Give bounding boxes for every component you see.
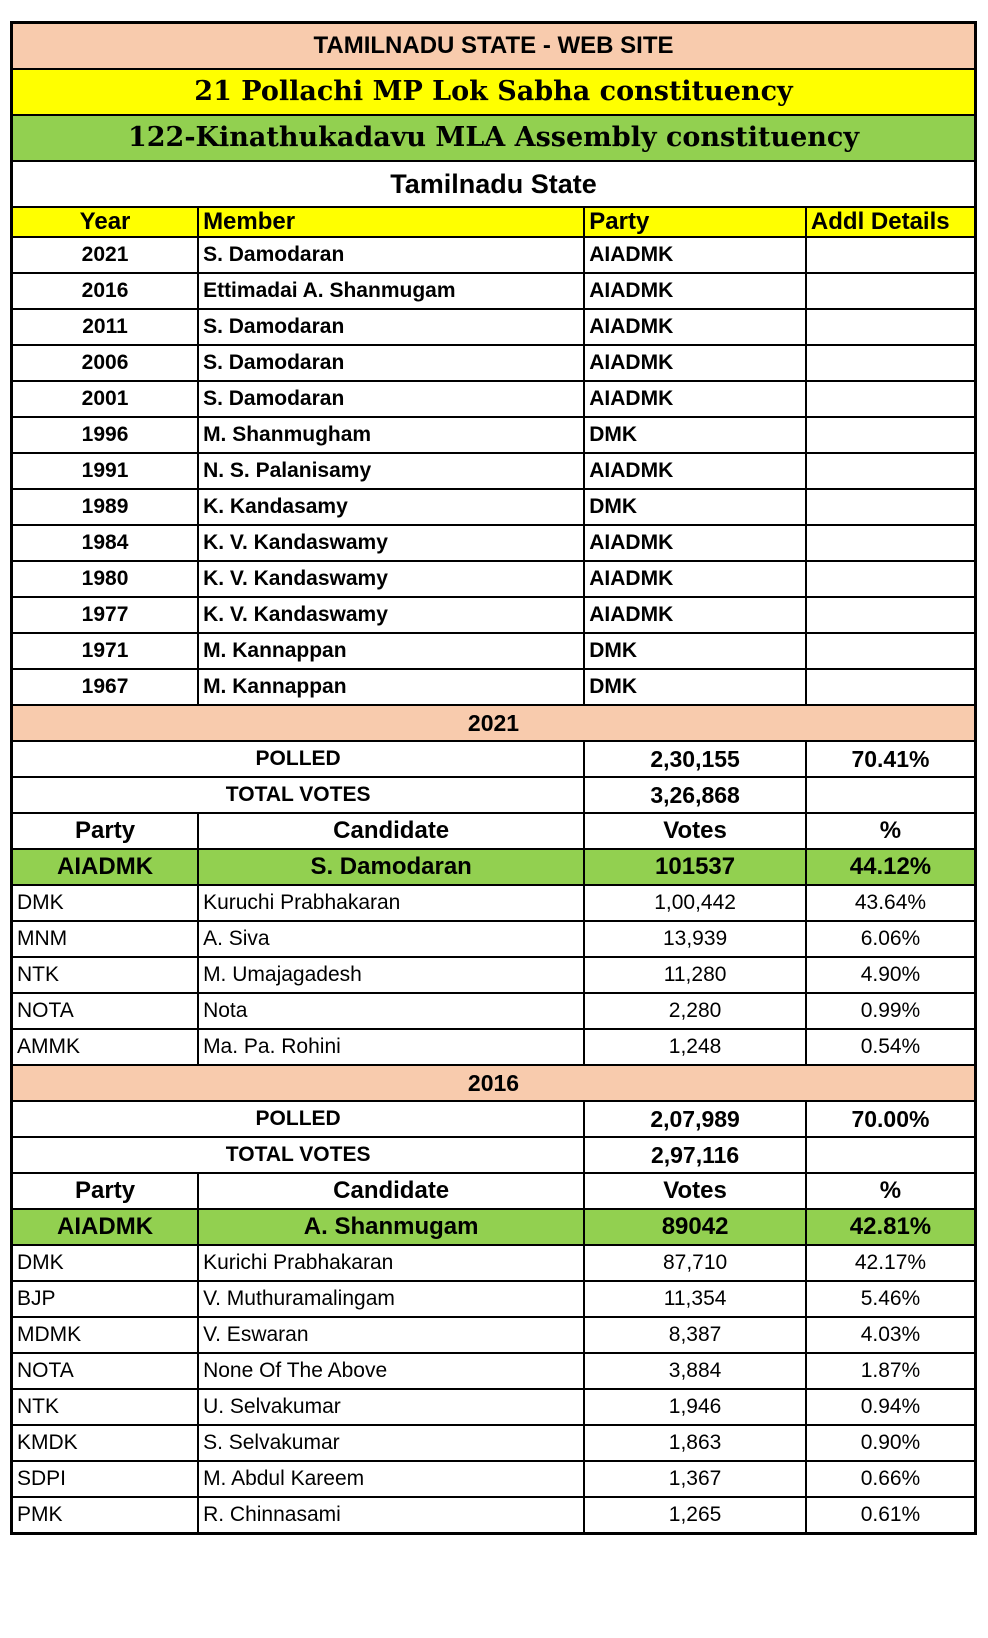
winner-row: [12, 849, 976, 885]
mla-year: 2001: [12, 381, 199, 417]
mla-addl-details: [806, 525, 976, 561]
candidate-row: [12, 993, 976, 1029]
mla-year: 1977: [12, 597, 199, 633]
results-header-percent: %: [806, 1173, 976, 1209]
mla-addl-details: [806, 345, 976, 381]
mla-member: M. Kannappan: [198, 633, 584, 669]
candidate-percent: 1.87%: [806, 1353, 976, 1389]
constituency-sheet: [10, 21, 977, 1535]
candidate-percent: 0.99%: [806, 993, 976, 1029]
candidate-party: NTK: [12, 1389, 199, 1425]
candidate-party: KMDK: [12, 1425, 199, 1461]
results-header-candidate: Candidate: [198, 1173, 584, 1209]
candidate-votes: 3,884: [584, 1353, 806, 1389]
total-votes-row: [12, 777, 976, 813]
mla-row: [12, 489, 976, 525]
candidate-name: M. Abdul Kareem: [198, 1461, 584, 1497]
mla-party: AIADMK: [584, 525, 806, 561]
candidate-name: Kurichi Prabhakaran: [198, 1245, 584, 1281]
total-votes: 3,26,868: [584, 777, 806, 813]
results-header-percent: %: [806, 813, 976, 849]
state-row: [12, 161, 976, 207]
candidate-party: SDPI: [12, 1461, 199, 1497]
mla-member: K. V. Kandaswamy: [198, 561, 584, 597]
results-header-row: [12, 1173, 976, 1209]
mla-party: AIADMK: [584, 237, 806, 273]
candidate-percent: 4.90%: [806, 957, 976, 993]
candidate-votes: 1,367: [584, 1461, 806, 1497]
column-header-member: Member: [198, 207, 584, 237]
candidate-percent: 42.17%: [806, 1245, 976, 1281]
mla-party: AIADMK: [584, 345, 806, 381]
mla-party: AIADMK: [584, 273, 806, 309]
polled-percent: 70.00%: [806, 1101, 976, 1137]
mla-addl-details: [806, 489, 976, 525]
mla-row: [12, 633, 976, 669]
winner-candidate: S. Damodaran: [198, 849, 584, 885]
mla-row: [12, 525, 976, 561]
polled-percent: 70.41%: [806, 741, 976, 777]
mla-table-header: [12, 207, 976, 237]
candidate-party: MNM: [12, 921, 199, 957]
candidate-votes: 1,00,442: [584, 885, 806, 921]
candidate-votes: 1,265: [584, 1497, 806, 1534]
total-votes-label: TOTAL VOTES: [12, 777, 585, 813]
total-votes: 2,97,116: [584, 1137, 806, 1173]
winner-votes: 89042: [584, 1209, 806, 1245]
candidate-votes: 11,354: [584, 1281, 806, 1317]
candidate-party: PMK: [12, 1497, 199, 1534]
candidate-row: [12, 1425, 976, 1461]
mla-member: K. V. Kandaswamy: [198, 597, 584, 633]
election-year-row: [12, 1065, 976, 1101]
results-header-party: Party: [12, 813, 199, 849]
candidate-name: M. Umajagadesh: [198, 957, 584, 993]
total-votes-empty: [806, 1137, 976, 1173]
mla-member: S. Damodaran: [198, 381, 584, 417]
candidate-name: None Of The Above: [198, 1353, 584, 1389]
candidate-name: V. Eswaran: [198, 1317, 584, 1353]
mla-addl-details: [806, 561, 976, 597]
candidate-percent: 0.90%: [806, 1425, 976, 1461]
candidate-percent: 0.61%: [806, 1497, 976, 1534]
polled-label: POLLED: [12, 741, 585, 777]
mla-addl-details: [806, 237, 976, 273]
candidate-votes: 87,710: [584, 1245, 806, 1281]
mla-party: AIADMK: [584, 381, 806, 417]
candidate-row: [12, 1389, 976, 1425]
candidate-row: [12, 885, 976, 921]
column-header-year: Year: [12, 207, 199, 237]
mla-row: [12, 237, 976, 273]
candidate-party: BJP: [12, 1281, 199, 1317]
polled-row: [12, 1101, 976, 1137]
candidate-row: [12, 1497, 976, 1534]
candidate-votes: 13,939: [584, 921, 806, 957]
candidate-name: Nota: [198, 993, 584, 1029]
mla-member: N. S. Palanisamy: [198, 453, 584, 489]
mla-year: 1991: [12, 453, 199, 489]
candidate-name: V. Muthuramalingam: [198, 1281, 584, 1317]
candidate-row: [12, 1317, 976, 1353]
candidate-percent: 5.46%: [806, 1281, 976, 1317]
mla-party: AIADMK: [584, 453, 806, 489]
mla-row: [12, 345, 976, 381]
column-header-party: Party: [584, 207, 806, 237]
polled-votes: 2,30,155: [584, 741, 806, 777]
mla-member: S. Damodaran: [198, 237, 584, 273]
election-year-row: [12, 705, 976, 741]
candidate-percent: 0.54%: [806, 1029, 976, 1065]
candidate-name: A. Siva: [198, 921, 584, 957]
polled-row: [12, 741, 976, 777]
candidate-name: U. Selvakumar: [198, 1389, 584, 1425]
mla-addl-details: [806, 633, 976, 669]
winner-candidate: A. Shanmugam: [198, 1209, 584, 1245]
mla-year: 1996: [12, 417, 199, 453]
results-header-candidate: Candidate: [198, 813, 584, 849]
mla-row: [12, 561, 976, 597]
mla-row: [12, 273, 976, 309]
site-title: TAMILNADU STATE - WEB SITE: [12, 23, 976, 70]
results-header-party: Party: [12, 1173, 199, 1209]
mla-year: 1984: [12, 525, 199, 561]
site-title-row: [12, 23, 976, 70]
candidate-votes: 2,280: [584, 993, 806, 1029]
sheet-body: [12, 23, 976, 1534]
mla-party: AIADMK: [584, 597, 806, 633]
total-votes-row: [12, 1137, 976, 1173]
mla-year: 1967: [12, 669, 199, 705]
mla-party: AIADMK: [584, 561, 806, 597]
candidate-votes: 11,280: [584, 957, 806, 993]
candidate-percent: 4.03%: [806, 1317, 976, 1353]
candidate-party: MDMK: [12, 1317, 199, 1353]
candidate-party: NOTA: [12, 1353, 199, 1389]
mla-year: 1971: [12, 633, 199, 669]
mla-party: DMK: [584, 669, 806, 705]
candidate-row: [12, 957, 976, 993]
candidate-votes: 1,863: [584, 1425, 806, 1461]
mla-addl-details: [806, 669, 976, 705]
mla-row: [12, 309, 976, 345]
mla-member: K. V. Kandaswamy: [198, 525, 584, 561]
candidate-row: [12, 1029, 976, 1065]
candidate-name: R. Chinnasami: [198, 1497, 584, 1534]
candidate-votes: 1,946: [584, 1389, 806, 1425]
candidate-name: Kuruchi Prabhakaran: [198, 885, 584, 921]
mla-addl-details: [806, 453, 976, 489]
candidate-row: [12, 921, 976, 957]
mla-member: S. Damodaran: [198, 345, 584, 381]
mla-party: AIADMK: [584, 309, 806, 345]
mla-addl-details: [806, 597, 976, 633]
mla-addl-details: [806, 417, 976, 453]
mla-member: K. Kandasamy: [198, 489, 584, 525]
candidate-party: DMK: [12, 885, 199, 921]
candidate-votes: 1,248: [584, 1029, 806, 1065]
candidate-row: [12, 1353, 976, 1389]
mla-row: [12, 669, 976, 705]
candidate-row: [12, 1281, 976, 1317]
election-year: 2016: [12, 1065, 976, 1101]
mla-constituency-title: 122-Kinathukadavu MLA Assembly constituency: [12, 115, 976, 161]
mla-addl-details: [806, 381, 976, 417]
mla-year: 1980: [12, 561, 199, 597]
candidate-percent: 0.66%: [806, 1461, 976, 1497]
candidate-votes: 8,387: [584, 1317, 806, 1353]
mla-addl-details: [806, 273, 976, 309]
polled-votes: 2,07,989: [584, 1101, 806, 1137]
candidate-row: [12, 1245, 976, 1281]
mla-party: DMK: [584, 633, 806, 669]
mla-member: M. Shanmugham: [198, 417, 584, 453]
mla-year: 2021: [12, 237, 199, 273]
mla-row: [12, 597, 976, 633]
mla-year: 2006: [12, 345, 199, 381]
candidate-party: AMMK: [12, 1029, 199, 1065]
results-header-votes: Votes: [584, 1173, 806, 1209]
winner-party: AIADMK: [12, 849, 199, 885]
mla-row: [12, 417, 976, 453]
mla-year: 1989: [12, 489, 199, 525]
mla-party: DMK: [584, 417, 806, 453]
candidate-party: NOTA: [12, 993, 199, 1029]
results-header-votes: Votes: [584, 813, 806, 849]
mla-member: M. Kannappan: [198, 669, 584, 705]
candidate-name: S. Selvakumar: [198, 1425, 584, 1461]
mla-row: [12, 453, 976, 489]
election-year: 2021: [12, 705, 976, 741]
mla-member: S. Damodaran: [198, 309, 584, 345]
state-title: Tamilnadu State: [12, 161, 976, 207]
winner-percent: 42.81%: [806, 1209, 976, 1245]
candidate-percent: 43.64%: [806, 885, 976, 921]
candidate-percent: 6.06%: [806, 921, 976, 957]
candidate-name: Ma. Pa. Rohini: [198, 1029, 584, 1065]
winner-percent: 44.12%: [806, 849, 976, 885]
mla-party: DMK: [584, 489, 806, 525]
mla-addl-details: [806, 309, 976, 345]
mla-row: [12, 381, 976, 417]
results-header-row: [12, 813, 976, 849]
candidate-party: NTK: [12, 957, 199, 993]
candidate-party: DMK: [12, 1245, 199, 1281]
mp-constituency-row: [12, 69, 976, 115]
candidate-row: [12, 1461, 976, 1497]
winner-votes: 101537: [584, 849, 806, 885]
mla-constituency-row: [12, 115, 976, 161]
column-header-addl-details: Addl Details: [806, 207, 976, 237]
winner-row: [12, 1209, 976, 1245]
total-votes-empty: [806, 777, 976, 813]
winner-party: AIADMK: [12, 1209, 199, 1245]
candidate-percent: 0.94%: [806, 1389, 976, 1425]
mla-year: 2016: [12, 273, 199, 309]
total-votes-label: TOTAL VOTES: [12, 1137, 585, 1173]
mla-member: Ettimadai A. Shanmugam: [198, 273, 584, 309]
mp-constituency-title: 21 Pollachi MP Lok Sabha constituency: [12, 69, 976, 115]
mla-year: 2011: [12, 309, 199, 345]
polled-label: POLLED: [12, 1101, 585, 1137]
